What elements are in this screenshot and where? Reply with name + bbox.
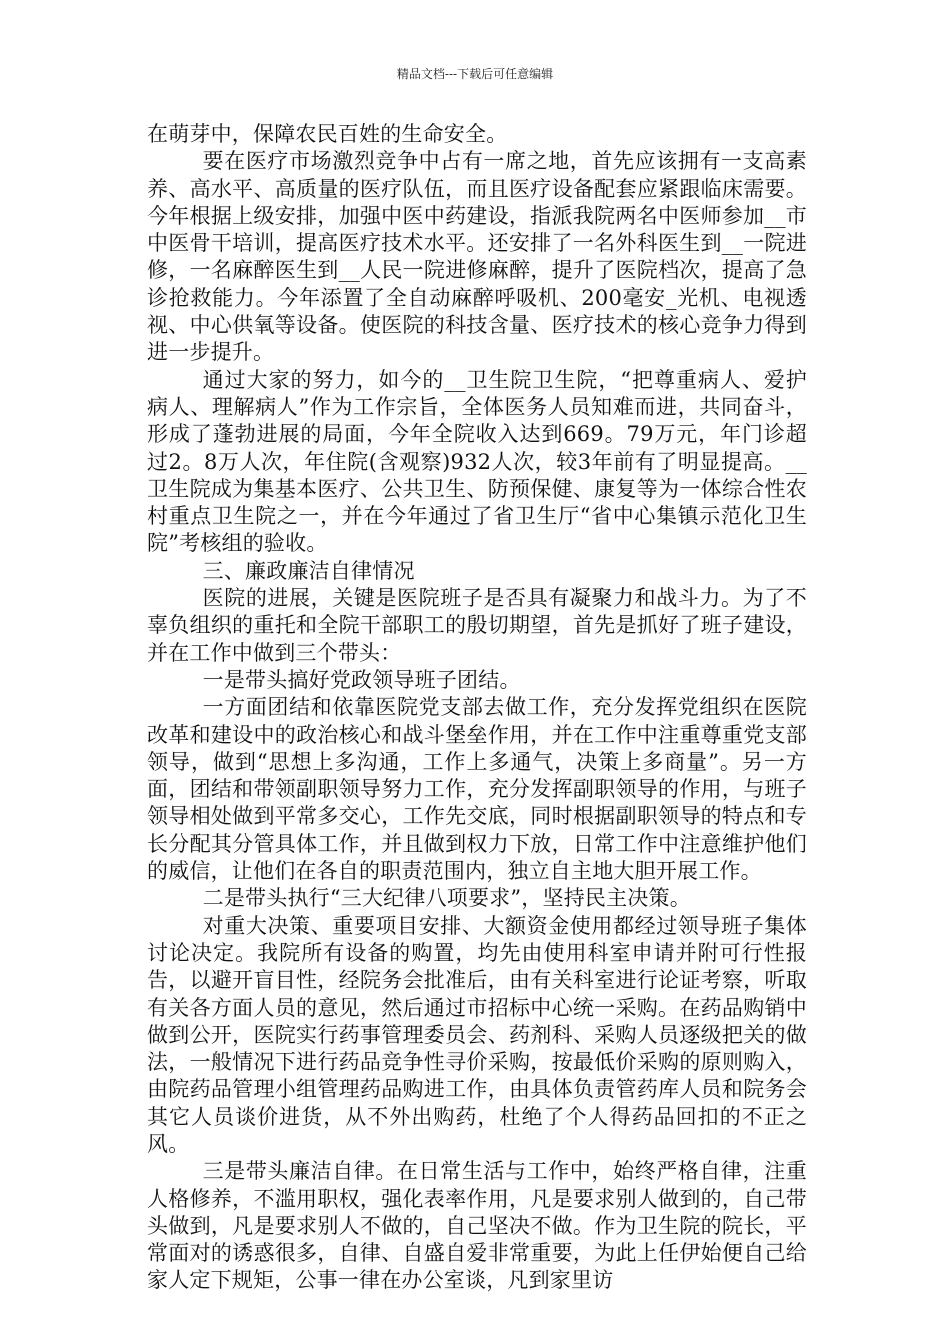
section-heading-integrity: 三、廉政廉洁自律情况 <box>202 558 415 583</box>
page-header: 精品文档---下载后可任意编辑 <box>396 67 554 81</box>
paragraph-5: 医院的进展，关键是医院班子是否具有凝聚力和战斗力。为了不辜负组织的重托和全院干部职工的殷切期望，首先是抓好了班子建设，并在工作中做到三个带头： <box>147 586 807 665</box>
point-one-heading: 一是带头搞好党政领导班子团结。 <box>202 667 521 692</box>
point-two-heading: 二是带头执行“三大纪律八项要求”，坚持民主决策。 <box>202 886 691 911</box>
paragraph-1: 在萌芽中，保障农民百姓的生命安全。 <box>147 122 508 146</box>
paragraph-10: 三是带头廉洁自律。在日常生活与工作中，始终严格自律，注重人格修养，不滥用职权，强化表率作用，凡是要求别人做到的，自己带头做到，凡是要求别人不做的，自己坚决不做。作为卫生院的院长，平常面对的诱惑很多，自律、自盛自爱非常重要，为此上任伊始便自己给家人定下规矩，公事一律在办公室谈，凡到家里访 <box>147 1159 807 1293</box>
paragraph-2: 要在医疗市场激烈竞争中占有一席之地，首先应该拥有一支高素养、高水平、高质量的医疗队伍，而且医疗设备配套应紧跟临床需要。今年根据上级安排，加强中医中药建设，指派我院两名中医师参加__市中医骨干培训，提高医疗技术水平。还安排了一名外科医生到__一院进修，一名麻醉医生到__人民一院进修麻醉，提升了医院档次，提高了急诊抢救能力。今年添置了全自动麻醉呼吸机、200毫安_光机、电视透视、中心供氧等设备。使医院的科技含量、医疗技术的核心竞争力得到进一步提升。 <box>147 149 807 365</box>
paragraph-7: 一方面团结和依靠医院党支部去做工作，充分发挥党组织在医院改革和建设中的政治核心和战斗堡垒作用，并在工作中注重尊重党支部领导，做到“思想上多沟通，工作上多通气，决策上多商量”。另一方面，团结和带领副职领导努力工作，充分发挥副职领导的作用，与班子领导相处做到平常多交心，工作先交底，同时根据副职领导的特点和专长分配其分管具体工作，并且做到权力下放，日常工作中注意维护他们的威信，让他们在各自的职责范围内，独立自主地大胆开展工作。 <box>147 695 807 884</box>
paragraph-9: 对重大决策、重要项目安排、大额资金使用都经过领导班子集体讨论决定。我院所有设备的购置，均先由使用科室申请并附可行性报告，以避开盲目性，经院务会批准后，由有关科室进行论证考察，听取有关各方面人员的意见，然后通过市招标中心统一采购。在药品购销中做到公开，医院实行药事管理委员会、药剂科、采购人员逐级把关的做法，一般情况下进行药品竞争性寻价采购，按最低价采购的原则购入，由院药品管理小组管理药品购进工作，由具体负责管药库人员和院务会其它人员谈价进货，从不外出购药，杜绝了个人得药品回扣的不正之风。 <box>147 913 807 1156</box>
paragraph-3: 通过大家的努力，如今的__卫生院卫生院，“把尊重病人、爱护病人、理解病人”作为工作宗旨，全体医务人员知难而进，共同奋斗，形成了蓬勃进展的局面，今年全院收入达到669。79万元，年门诊超过2。8万人次，年住院(含观察)932人次，较3年前有了明显提高。__卫生院成为集基本医疗、公共卫生、防预保健、康复等为一体综合性农村重点卫生院之一，并在今年通过了省卫生厅“省中心集镇示范化卫生院”考核组的验收。 <box>147 367 807 556</box>
document-body <box>147 121 807 1295</box>
